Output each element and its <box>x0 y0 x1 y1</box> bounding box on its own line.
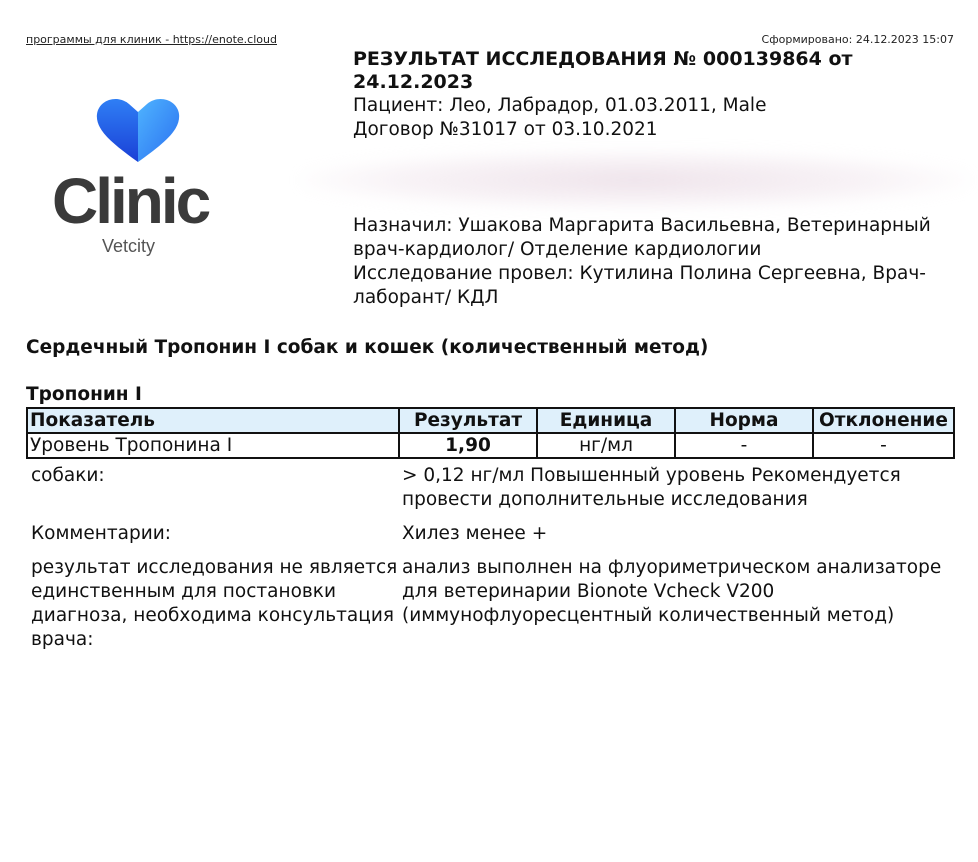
column-header: Отклонение <box>813 408 954 433</box>
contract-info: Договор №31017 от 03.10.2021 <box>353 119 658 140</box>
top-bar <box>26 33 954 47</box>
note-value: > 0,12 нг/мл Повышенный уровень Рекомендуется провести дополнительные исследования <box>402 465 901 510</box>
test-subtitle: Тропонин I <box>26 384 142 405</box>
clinic-brand-text: Clinic <box>52 165 209 237</box>
assigned-by: Назначил: Ушакова Маргарита Васильевна, Ветеринарный врач-кардиолог/ Отделение кардиологии <box>353 215 931 260</box>
clinic-brand-subtitle: Vetcity <box>102 236 156 256</box>
report-title: РЕЗУЛЬТАТ ИССЛЕДОВАНИЯ № 000139864 от 24.12.2023 <box>353 48 853 93</box>
column-header: Единица <box>537 408 675 433</box>
section-title: Сердечный Тропонин I собак и кошек (количественный метод) <box>26 337 709 358</box>
table-header-row <box>27 408 954 433</box>
generated-timestamp: Сформировано: 24.12.2023 15:07 <box>761 33 954 46</box>
report-header <box>353 48 953 142</box>
notes-block <box>31 464 951 662</box>
note-row <box>31 522 951 546</box>
result-cell: 1,90 <box>399 433 537 458</box>
note-row <box>31 556 951 652</box>
clinic-logo <box>48 92 223 264</box>
note-value: анализ выполнен на флуориметрическом анализаторе для ветеринарии Bionote Vcheck V200 (иммунофлуоресцентный количественный метод) <box>402 557 942 626</box>
note-key: собаки: <box>31 465 105 486</box>
note-value: Хилез менее + <box>402 523 548 544</box>
enote-link[interactable]: программы для клиник - https://enote.cloud <box>26 33 277 46</box>
deviation-cell: - <box>813 433 954 458</box>
assignment-block <box>353 214 963 310</box>
results-table <box>26 407 955 459</box>
redacted-area <box>300 150 970 210</box>
note-row <box>31 464 951 512</box>
column-header: Результат <box>399 408 537 433</box>
table-row <box>27 433 954 458</box>
heart-icon <box>93 96 183 166</box>
indicator-cell: Уровень Тропонина I <box>27 433 399 458</box>
column-header: Норма <box>675 408 813 433</box>
column-header: Показатель <box>27 408 399 433</box>
performed-by: Исследование провел: Кутилина Полина Сергеевна, Врач-лаборант/ КДЛ <box>353 263 926 308</box>
note-key: результат исследования не является единственным для постановки диагноза, необходима консультация врача: <box>31 557 398 650</box>
norm-cell: - <box>675 433 813 458</box>
unit-cell: нг/мл <box>537 433 675 458</box>
note-key: Комментарии: <box>31 523 171 544</box>
patient-info: Пациент: Лео, Лабрадор, 01.03.2011, Male <box>353 95 767 116</box>
